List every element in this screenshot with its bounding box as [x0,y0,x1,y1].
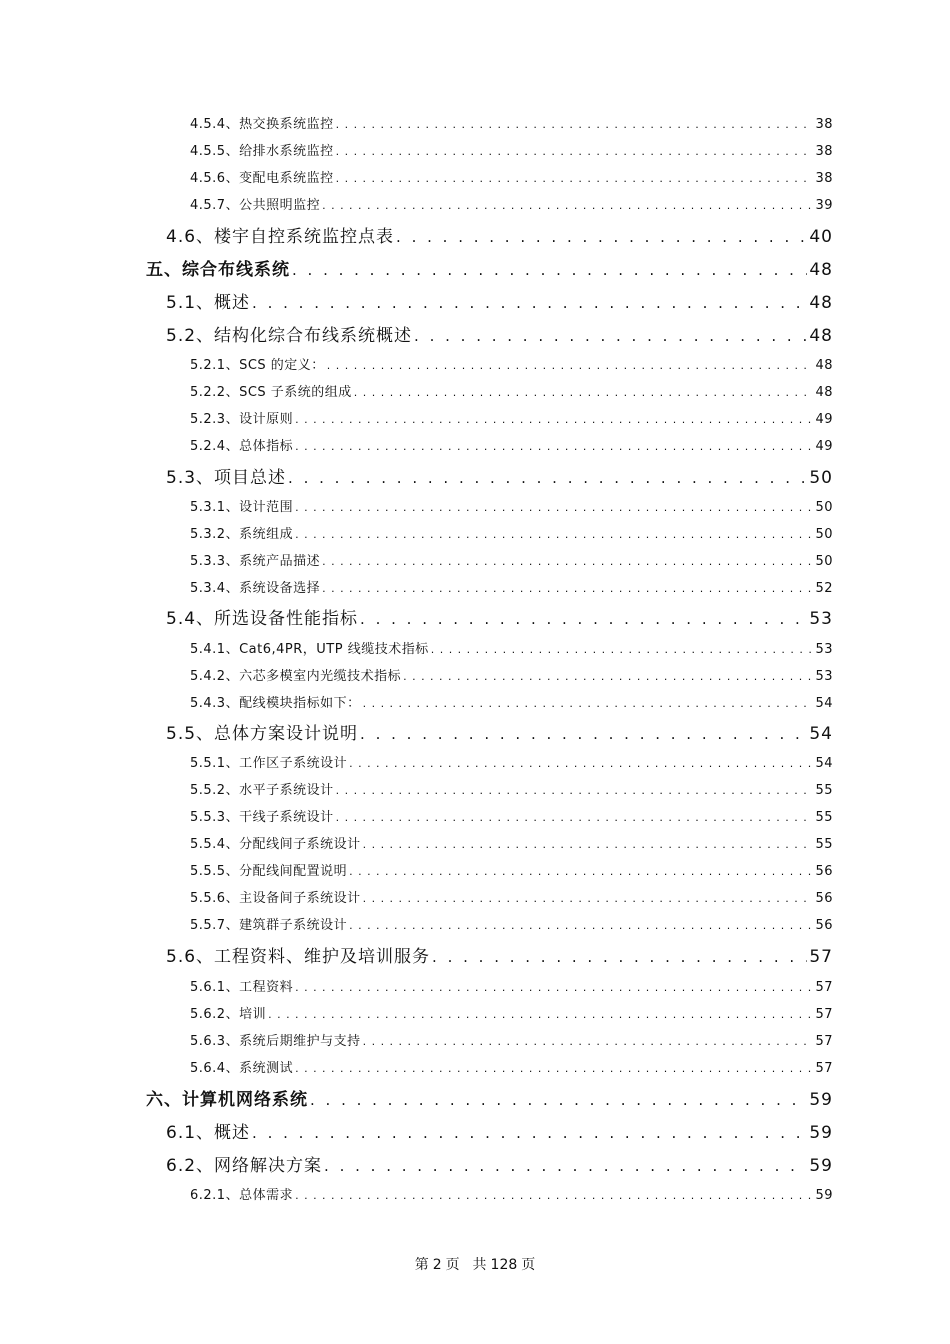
toc-entry-label: 5.3.4、系统设备选择 [190,581,321,596]
toc-entry-label: 5.5.1、工作区子系统设计 [190,756,348,771]
toc-dot-leader [360,725,807,743]
footer-total-prefix: 共 [472,1257,487,1273]
toc-entry-level-2[interactable] [166,321,833,346]
toc-dot-leader [295,1189,813,1202]
toc-entry-page-number: 55 [815,810,833,825]
footer-total-suffix: 页 [521,1257,536,1273]
toc-entry-label: 六、计算机网络系统 [146,1090,308,1110]
toc-entry-label: 4.6、楼宇自控系统监控点表 [166,227,395,247]
toc-entry-level-2[interactable] [166,942,833,967]
toc-dot-leader [431,643,814,656]
footer-current-page: 2 [432,1257,442,1273]
toc-dot-leader [363,697,814,710]
toc-entry-level-3[interactable] [190,692,833,711]
toc-entry-page-number: 50 [815,500,833,515]
toc-entry-page-number: 49 [815,412,833,427]
toc-entry-level-3[interactable] [190,638,833,657]
toc-entry-level-2[interactable] [166,222,833,247]
toc-entry-level-2[interactable] [166,719,833,744]
toc-entry-label: 5.6.2、培训 [190,1007,267,1022]
toc-dot-leader [403,670,813,683]
toc-entry-page-number: 57 [815,1007,833,1022]
toc-entry-page-number: 48 [815,385,833,400]
toc-entry-label: 5.6.3、系统后期维护与支持 [190,1034,361,1049]
toc-entry-page-number: 56 [815,918,833,933]
toc-dot-leader [363,838,814,851]
toc-entry-label: 5.1、概述 [166,293,251,313]
toc-dot-leader [363,1035,814,1048]
toc-entry-page-number: 59 [809,1123,833,1143]
toc-entry-page-number: 56 [815,891,833,906]
toc-entry-label: 5.2、结构化综合布线系统概述 [166,326,413,346]
toc-entry-level-3[interactable] [190,435,833,454]
toc-dot-leader [354,386,814,399]
toc-entry-page-number: 52 [815,581,833,596]
toc-entry-level-3[interactable] [190,976,833,995]
toc-entry-label: 5.6.4、系统测试 [190,1061,294,1076]
toc-entry-page-number: 54 [815,756,833,771]
toc-dot-leader [360,610,807,628]
toc-entry-level-3[interactable] [190,194,833,213]
toc-dot-leader [252,1124,807,1142]
toc-entry-page-number: 49 [815,439,833,454]
toc-dot-leader [414,327,807,345]
toc-entry-level-3[interactable] [190,113,833,132]
toc-entry-page-number: 38 [815,117,833,132]
toc-entry-label: 5.6.1、工程资料 [190,980,294,995]
toc-entry-page-number: 53 [809,609,833,629]
toc-entry-label: 5.2.3、设计原则 [190,412,294,427]
toc-dot-leader [252,294,807,312]
toc-entry-page-number: 57 [815,1061,833,1076]
toc-entry-level-3[interactable] [190,354,833,373]
toc-dot-leader [295,501,813,514]
toc-entry-page-number: 55 [815,837,833,852]
toc-entry-page-number: 57 [815,1034,833,1049]
toc-dot-leader [310,1091,807,1109]
toc-entry-label: 5.2.4、总体指标 [190,439,294,454]
toc-entry-page-number: 59 [809,1156,833,1176]
toc-entry-label: 4.5.4、热交换系统监控 [190,117,334,132]
toc-dot-leader [327,359,814,372]
toc-entry-level-3[interactable] [190,496,833,515]
toc-entry-page-number: 40 [809,227,833,247]
toc-dot-leader [349,865,813,878]
toc-entry-label: 5.5.3、干线子系统设计 [190,810,334,825]
toc-entry-level-3[interactable] [190,408,833,427]
toc-entry-label: 5.5.4、分配线间子系统设计 [190,837,361,852]
footer-total-pages: 128 [490,1257,518,1273]
toc-entry-label: 5.3.1、设计范围 [190,500,294,515]
toc-entry-level-2[interactable] [166,1151,833,1176]
toc-entry-page-number: 38 [815,171,833,186]
toc-dot-leader [322,582,813,595]
toc-entry-page-number: 59 [809,1090,833,1110]
toc-entry-label: 5.4.3、配线模块指标如下： [190,696,361,711]
toc-entry-label: 5.5.2、水平子系统设计 [190,783,334,798]
toc-entry-level-3[interactable] [190,167,833,186]
toc-dot-leader [336,118,814,131]
toc-entry-level-3[interactable] [190,887,833,906]
toc-dot-leader [295,1062,813,1075]
toc-entry-page-number: 54 [809,724,833,744]
toc-entry-label: 4.5.5、给排水系统监控 [190,144,334,159]
toc-entry-page-number: 57 [815,980,833,995]
toc-entry-label: 5.5.7、建筑群子系统设计 [190,918,348,933]
toc-entry-label: 5.4、所选设备性能指标 [166,609,359,629]
toc-entry-level-3[interactable] [190,140,833,159]
toc-entry-page-number: 50 [809,468,833,488]
toc-entry-page-number: 53 [815,669,833,684]
toc-entry-label: 5.2.2、SCS 子系统的组成 [190,385,352,400]
toc-dot-leader [322,199,813,212]
toc-dot-leader [432,948,807,966]
toc-dot-leader [322,555,813,568]
toc-entry-level-3[interactable] [190,779,833,798]
toc-dot-leader [349,757,813,770]
toc-dot-leader [295,440,813,453]
toc-entry-label: 6.1、概述 [166,1123,251,1143]
toc-entry-page-number: 54 [815,696,833,711]
toc-entry-level-3[interactable] [190,665,833,684]
toc-entry-level-2[interactable] [166,1118,833,1143]
footer-current-prefix: 第 [414,1257,429,1273]
toc-dot-leader [336,172,814,185]
toc-entry-level-3[interactable] [190,1057,833,1076]
toc-entry-page-number: 53 [815,642,833,657]
toc-entry-level-3[interactable] [190,381,833,400]
toc-entry-level-3[interactable] [190,1003,833,1022]
toc-entry-level-3[interactable] [190,806,833,825]
toc-dot-leader [324,1157,807,1175]
toc-entry-level-3[interactable] [190,523,833,542]
toc-dot-leader [396,228,807,246]
toc-entry-label: 4.5.7、公共照明监控 [190,198,321,213]
toc-entry-level-1[interactable] [146,255,833,280]
toc-entry-level-3[interactable] [190,550,833,569]
toc-entry-level-3[interactable] [190,833,833,852]
toc-entry-label: 6.2、网络解决方案 [166,1156,323,1176]
toc-entry-label: 5.4.1、Cat6,4PR，UTP 线缆技术指标 [190,642,429,657]
toc-dot-leader [268,1008,813,1021]
toc-entry-label: 5.4.2、六芯多模室内光缆技术指标 [190,669,402,684]
toc-entry-label: 5.3.2、系统组成 [190,527,294,542]
toc-dot-leader [336,145,814,158]
page-footer [0,1254,950,1274]
toc-entry-page-number: 55 [815,783,833,798]
toc-entry-page-number: 59 [815,1188,833,1203]
toc-entry-level-3[interactable] [190,577,833,596]
toc-entry-level-2[interactable] [166,463,833,488]
toc-dot-leader [349,919,813,932]
toc-entry-page-number: 48 [815,358,833,373]
toc-entry-page-number: 39 [815,198,833,213]
toc-entry-level-3[interactable] [190,752,833,771]
toc-dot-leader [295,413,813,426]
toc-entry-level-3[interactable] [190,1030,833,1049]
toc-entry-label: 5.5.6、主设备间子系统设计 [190,891,361,906]
toc-entry-label: 5.3.3、系统产品描述 [190,554,321,569]
toc-dot-leader [363,892,814,905]
toc-entry-label: 5.6、工程资料、维护及培训服务 [166,947,431,967]
toc-entry-label: 5.5.5、分配线间配置说明 [190,864,348,879]
toc-entry-page-number: 56 [815,864,833,879]
toc-dot-leader [336,784,814,797]
toc-entry-page-number: 48 [809,293,833,313]
toc-dot-leader [336,811,814,824]
toc-entry-level-2[interactable] [166,288,833,313]
toc-entry-page-number: 48 [809,326,833,346]
toc-entry-level-3[interactable] [190,860,833,879]
toc-dot-leader [295,528,813,541]
toc-dot-leader [295,981,813,994]
toc-entry-page-number: 50 [815,554,833,569]
toc-entry-level-1[interactable] [146,1085,833,1110]
footer-current-suffix: 页 [445,1257,460,1273]
toc-entry-label: 5.3、项目总述 [166,468,287,488]
toc-entry-page-number: 38 [815,144,833,159]
toc-entry-level-3[interactable] [190,914,833,933]
toc-entry-level-3[interactable] [190,1184,833,1203]
toc-entry-label: 6.2.1、总体需求 [190,1188,294,1203]
toc-entry-page-number: 57 [809,947,833,967]
toc-entry-label: 4.5.6、变配电系统监控 [190,171,334,186]
toc-dot-leader [292,261,807,279]
toc-entry-page-number: 50 [815,527,833,542]
toc-dot-leader [288,469,807,487]
toc-entry-level-2[interactable] [166,604,833,629]
toc-entry-label: 五、综合布线系统 [146,260,290,280]
toc-entry-label: 5.5、总体方案设计说明 [166,724,359,744]
toc-entry-label: 5.2.1、SCS 的定义： [190,358,325,373]
toc-entry-page-number: 48 [809,260,833,280]
